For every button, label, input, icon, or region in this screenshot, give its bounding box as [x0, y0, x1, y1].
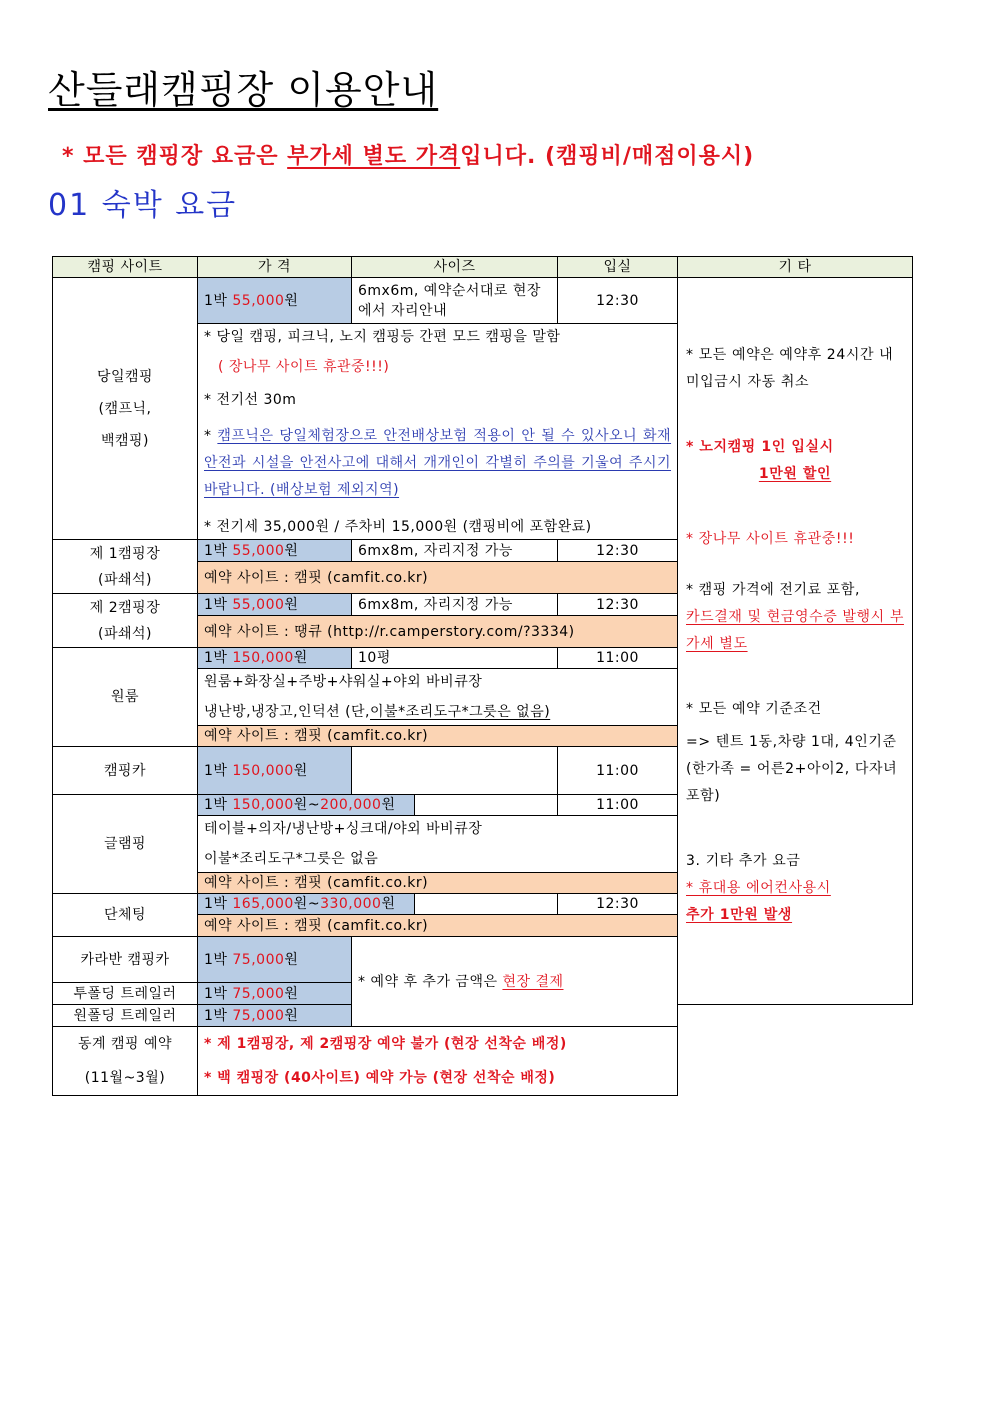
etc-notes: * 모든 예약은 예약후 24시간 내 미입금시 자동 취소 * 노지캠핑 1인 입실시 1만원 할인 * 장나무 사이트 휴관중!!! * 캠핑 가격에 전기료 포함, 카드결재 및 현금영수증 발행시 부가세 별도 * 모든 예약 기준조건 => 텐트 1동,차량 1대, 4인기준 (한가족 = 어른2+아이2, 다자녀 포함) 3. 기타 추가 요금 * 휴대용 에어컨사용시 추가 1만원 발생: [678, 278, 913, 1005]
header-checkin: 입실: [558, 257, 678, 278]
two-folding-trailer-price: 1박 75,000원: [198, 983, 352, 1005]
vat-notice-prefix: * 모든 캠핑장 요금은: [62, 144, 288, 169]
header-etc: 기 타: [678, 257, 913, 278]
price-table: [52, 256, 913, 1096]
day-camping-description: * 당일 캠핑, 피크닉, 노지 캠핑등 간편 모드 캠핑을 말함 ( 장나무 사이트 휴관중!!!) * 전기선 30m * 캠프닉은 당일체험장으로 안전배상보험 적용이 안 될 수 있사오니 화재안전과 시설을 안전사고에 대해서 개개인이 각별히 주의를 기울여 주시기 바랍니다. (배상보험 제외지역) * 전기세 35,000원 / 주차비 15,000원 (캠핑비에 포함완료): [198, 324, 678, 540]
glamping-reserve-site: 예약 사이트 : 캠핏 (camfit.co.kr): [198, 873, 678, 894]
page-title: 산들래캠핑장 이용안내: [48, 68, 439, 112]
glamping-price: 1박 150,000원~200,000원: [198, 795, 415, 816]
table-header-row: [53, 257, 913, 278]
day-camping-price: 1박 55,000원: [198, 278, 352, 324]
winter-name: 동계 캠핑 예약 (11월~3월): [53, 1027, 198, 1096]
group-price: 1박 165,000원~330,000원: [198, 894, 415, 915]
header-size: 사이즈: [352, 257, 558, 278]
site1-name: 제 1캠핑장 (파쇄석): [53, 540, 198, 594]
vat-notice: [62, 140, 754, 174]
vat-notice-underlined: 부가세 별도 가격: [287, 144, 461, 169]
site1-size: 6mx8m, 자리지정 가능: [352, 540, 558, 562]
site1-reserve-site: 예약 사이트 : 캠핏 (camfit.co.kr): [198, 562, 678, 594]
glamping-name: 글램핑: [53, 795, 198, 894]
day-camping-name: 당일캠핑 (캠프닉, 백캠핑): [53, 278, 198, 540]
oneroom-price: 1박 150,000원: [198, 648, 352, 669]
campingcar-checkin: 11:00: [558, 747, 678, 795]
table-row: [53, 278, 913, 324]
site1-checkin: 12:30: [558, 540, 678, 562]
day-camping-insurance-note: 캠프닉은 당일체험장으로 안전배상보험 적용이 안 될 수 있사오니 화재안전과 시설을 안전사고에 대해서 개개인이 각별히 주의를 기울여 주시기 바랍니다. (배상보험 제외지역): [204, 428, 672, 498]
caravan-price: 1박 75,000원: [198, 937, 352, 983]
winter-notes: * 제 1캠핑장, 제 2캠핑장 예약 불가 (현장 선착순 배정) * 백 캠핑장 (40사이트) 예약 가능 (현장 선착순 배정): [198, 1027, 678, 1096]
day-camping-size: 6mx6m, 예약순서대로 현장에서 자리안내: [352, 278, 558, 324]
caravan-name: 카라반 캠핑카: [53, 937, 198, 983]
day-camping-checkin: 12:30: [558, 278, 678, 324]
vat-notice-suffix: 입니다. (캠핑비/매점이용시): [460, 144, 755, 169]
group-checkin: 12:30: [558, 894, 678, 915]
glamping-description: 테이블+의자/냉난방+싱크대/야외 바비큐장 이불*조리도구*그릇은 없음: [198, 816, 678, 873]
site2-reserve-site: 예약 사이트 : 땡큐 (http://r.camperstory.com/?3334): [198, 616, 678, 648]
group-reserve-site: 예약 사이트 : 캠핏 (camfit.co.kr): [198, 915, 678, 937]
oneroom-description: 원룸+화장실+주방+샤워실+야외 바비큐장 냉난방,냉장고,인덕션 (단,이불*조리도구*그릇은 없음): [198, 669, 678, 726]
glamping-size: [415, 795, 558, 816]
oneroom-checkin: 11:00: [558, 648, 678, 669]
site2-checkin: 12:30: [558, 594, 678, 616]
one-folding-trailer-price: 1박 75,000원: [198, 1005, 352, 1027]
site2-size: 6mx8m, 자리지정 가능: [352, 594, 558, 616]
oneroom-reserve-site: 예약 사이트 : 캠핏 (camfit.co.kr): [198, 726, 678, 747]
site2-name: 제 2캠핑장 (파쇄석): [53, 594, 198, 648]
one-folding-trailer-name: 원폴딩 트레일러: [53, 1005, 198, 1027]
glamping-checkin: 11:00: [558, 795, 678, 816]
oneroom-size: 10평: [352, 648, 558, 669]
caravan-note: * 예약 후 추가 금액은 현장 결제: [352, 937, 678, 1027]
oneroom-name: 원룸: [53, 648, 198, 747]
site1-price: 1박 55,000원: [198, 540, 352, 562]
campingcar-size: [352, 747, 558, 795]
campingcar-name: 캠핑카: [53, 747, 198, 795]
site2-price: 1박 55,000원: [198, 594, 352, 616]
group-size: [415, 894, 558, 915]
header-site: 캠핑 사이트: [53, 257, 198, 278]
header-price: 가 격: [198, 257, 352, 278]
section-title: 01 숙박 요금: [48, 188, 238, 223]
two-folding-trailer-name: 투폴딩 트레일러: [53, 983, 198, 1005]
group-name: 단체팅: [53, 894, 198, 937]
table-row: [53, 1027, 913, 1096]
campingcar-price: 1박 150,000원: [198, 747, 352, 795]
